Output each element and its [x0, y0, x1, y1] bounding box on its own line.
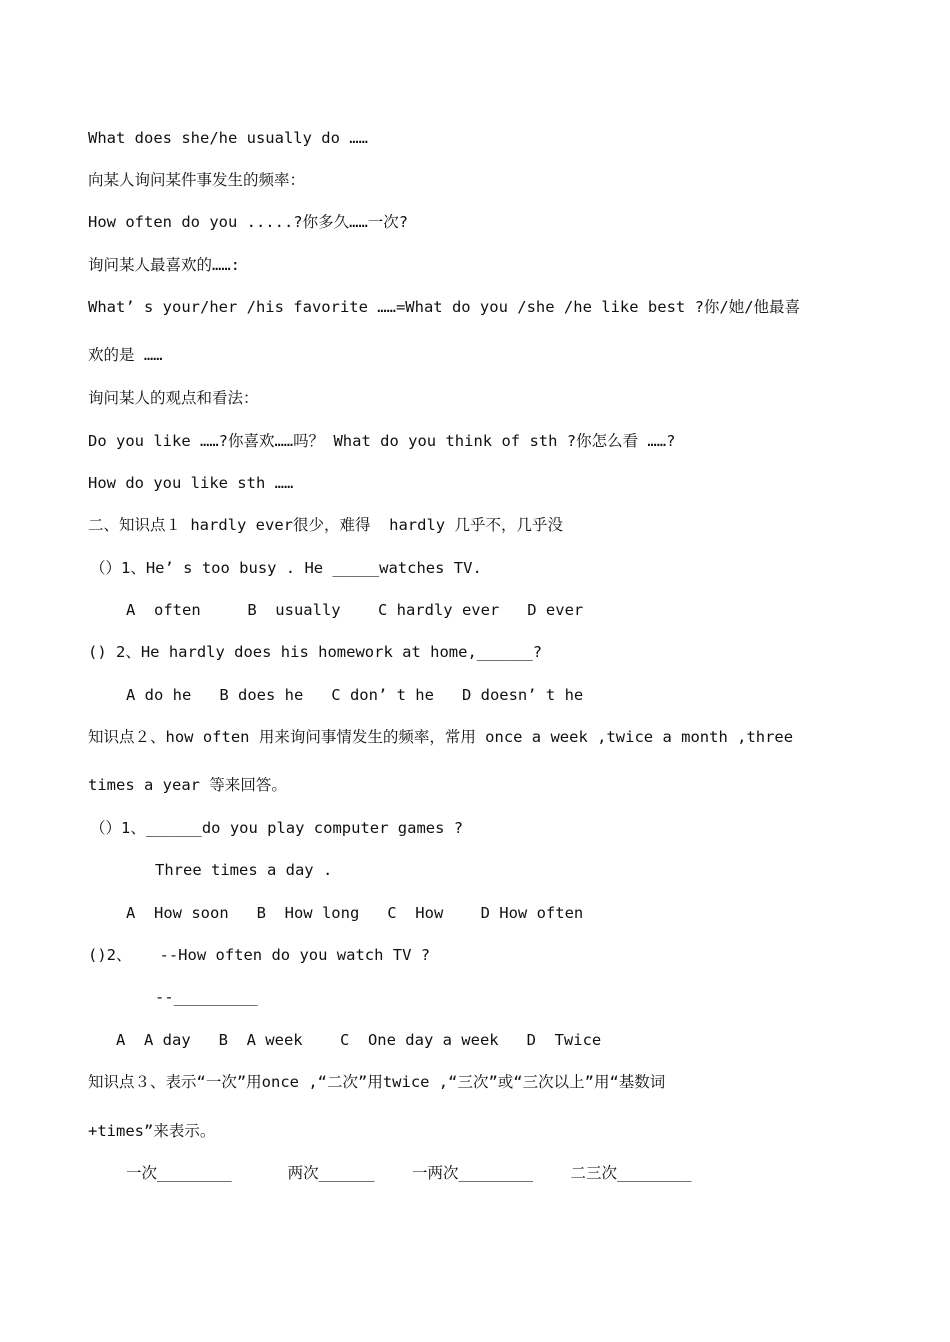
text-line-6: 欢的是 ……	[88, 346, 163, 364]
question-1-2: () 2、He hardly does his homework at home,______?	[88, 643, 543, 661]
fill-in-times: 一次________ 两次______ 一两次________ 二三次________	[126, 1164, 692, 1182]
text-line-23: 知识点３、表示“一次”用once ,“二次”用twice ,“三次”或“三次以上”用“基数词	[88, 1073, 666, 1091]
question-1-1: （）1、He’ s too busy . He _____watches TV.	[90, 559, 482, 577]
text-line-1: What does she/he usually do ……	[88, 129, 368, 147]
question-2-1-options: A How soon B How long C How D How often	[126, 904, 584, 922]
question-2-1-answer: Three times a day .	[155, 861, 333, 879]
text-line-4: 询问某人最喜欢的……:	[88, 256, 240, 274]
text-line-5: What’ s your/her /his favorite ……=What do you /she /he like best ?你/她/他最喜	[88, 298, 801, 316]
text-line-3: How often do you .....?你多久……一次?	[88, 213, 409, 231]
question-2-2: ()2、 --How often do you watch TV ?	[88, 946, 431, 964]
question-2-1: （）1、______do you play computer games ?	[90, 819, 464, 837]
text-line-8: Do you like ……?你喜欢……吗？ What do you think of sth ?你怎么看 ……?	[88, 432, 676, 450]
text-line-7: 询问某人的观点和看法：	[88, 389, 259, 407]
text-line-16: times a year 等来回答。	[88, 776, 287, 794]
text-line-15: 知识点２、how often 用来询问事情发生的频率，常用 once a week ,twice a month ,three	[88, 728, 794, 746]
question-1-1-options: A often B usually C hardly ever D ever	[126, 601, 584, 619]
question-1-2-options: A do he B does he C don’ t he D doesn’ t he	[126, 686, 584, 704]
text-line-24: +times”来表示。	[88, 1122, 216, 1140]
question-2-2-answer: --_________	[155, 988, 258, 1006]
question-2-2-options: A A day B A week C One day a week D Twice	[116, 1031, 602, 1049]
text-line-2: 向某人询问某件事发生的频率：	[88, 171, 306, 189]
text-line-10: 二、知识点１ hardly ever很少，难得 hardly 几乎不，几乎没	[88, 516, 563, 534]
text-line-9: How do you like sth ……	[88, 474, 294, 492]
